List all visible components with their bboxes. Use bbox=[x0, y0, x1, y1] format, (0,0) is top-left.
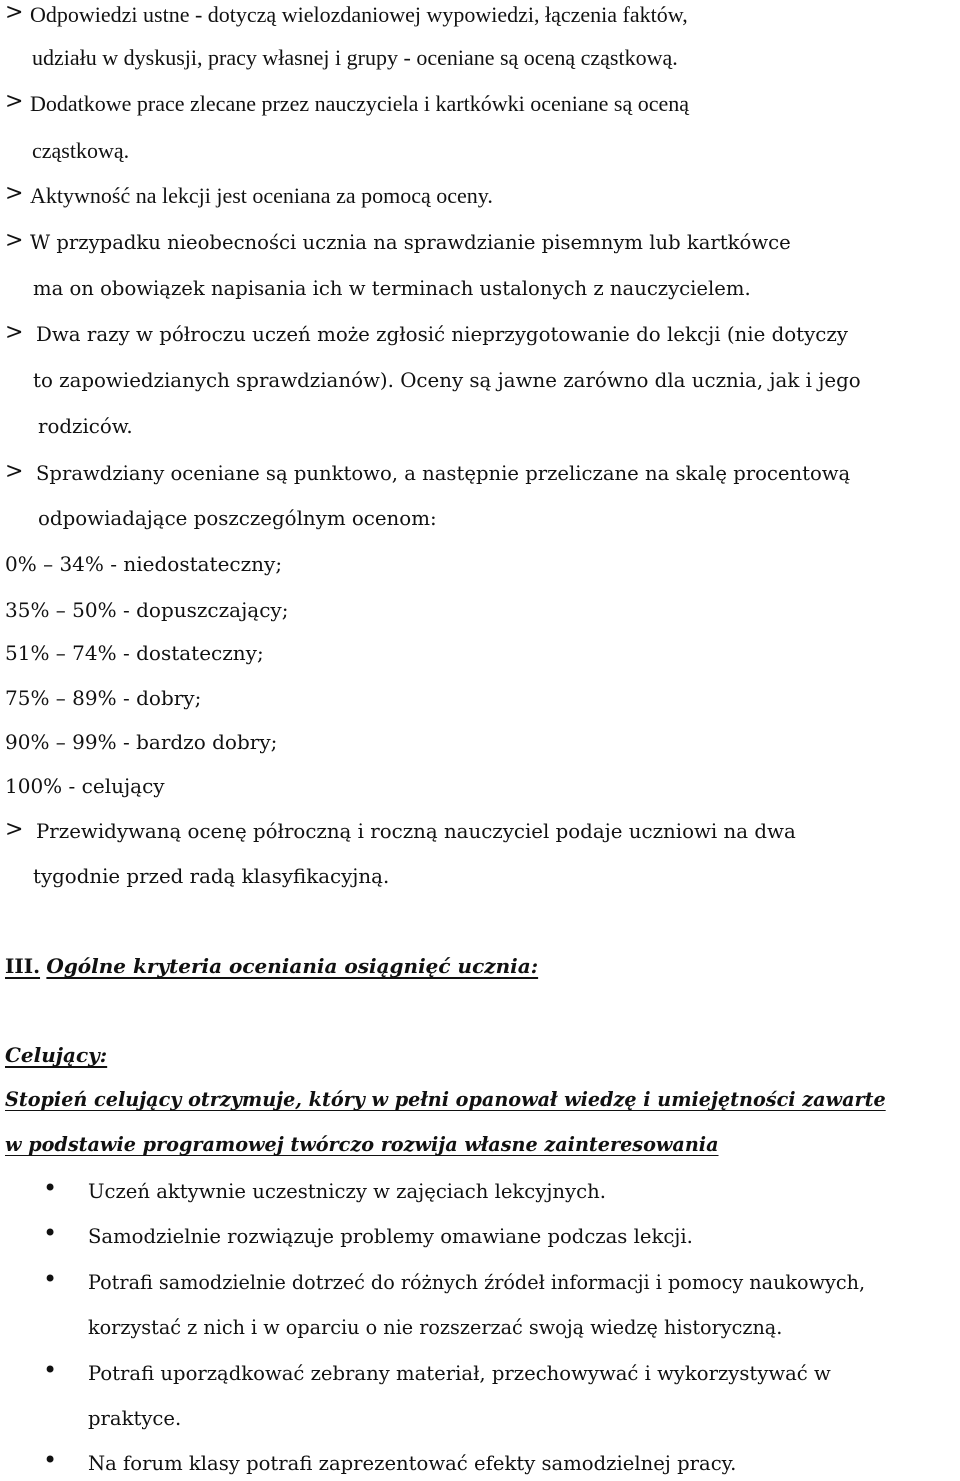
scale-line: 35% – 50% - dopuszczający; bbox=[5, 598, 289, 622]
grade-description-line: w podstawie programowej twórczo rozwija własne zainteresowania bbox=[5, 1133, 719, 1156]
criterion-line: Uczeń aktywnie uczestniczy w zajęciach lekcyjnych. bbox=[88, 1180, 606, 1203]
criterion-line: korzystać z nich i w oparciu o nie rozszerzać swoją wiedzę historyczną. bbox=[88, 1316, 783, 1339]
criterion-line: Samodzielnie rozwiązuje problemy omawiane podczas lekcji. bbox=[88, 1225, 693, 1248]
section-number: III. bbox=[5, 954, 41, 978]
scale-line: 51% – 74% - dostateczny; bbox=[5, 641, 264, 665]
grade-description-line: Stopień celujący otrzymuje, który w pełni opanował wiedzę i umiejętności zawarte bbox=[5, 1088, 886, 1111]
bullet-dot-icon: • bbox=[43, 1174, 58, 1202]
arrow-bullet-icon: > bbox=[5, 228, 24, 253]
scale-line: 100% - celujący bbox=[5, 774, 165, 798]
arrow-bullet-icon: > bbox=[5, 459, 24, 484]
criterion-line: Potrafi samodzielnie dotrzeć do różnych źródeł informacji i pomocy naukowych, bbox=[88, 1271, 866, 1294]
paragraph-line: Sprawdziany oceniane są punktowo, a następnie przeliczane na skalę procentową bbox=[36, 462, 851, 485]
scale-line: 90% – 99% - bardzo dobry; bbox=[5, 730, 278, 754]
arrow-bullet-icon: > bbox=[5, 0, 24, 25]
arrow-bullet-icon: > bbox=[5, 320, 24, 345]
paragraph-line: rodziców. bbox=[38, 415, 133, 438]
criterion-line: Na forum klasy potrafi zaprezentować efekty samodzielnej pracy. bbox=[88, 1452, 737, 1475]
paragraph-line: tygodnie przed radą klasyfikacyjną. bbox=[33, 865, 390, 888]
grade-heading: Celujący: bbox=[5, 1043, 108, 1067]
bullet-dot-icon: • bbox=[43, 1265, 58, 1293]
scale-line: 75% – 89% - dobry; bbox=[5, 686, 202, 710]
section-title: Ogólne kryteria oceniania osiągnięć ucznia: bbox=[46, 954, 539, 978]
paragraph-line: Aktywność na lekcji jest oceniana za pomocą oceny. bbox=[30, 183, 493, 208]
arrow-bullet-icon: > bbox=[5, 89, 24, 114]
paragraph-line: odpowiadające poszczególnym ocenom: bbox=[38, 507, 437, 530]
section-heading bbox=[5, 951, 538, 981]
paragraph-line: Odpowiedzi ustne - dotyczą wielozdaniowej wypowiedzi, łączenia faktów, bbox=[30, 2, 688, 27]
bullet-dot-icon: • bbox=[43, 1446, 58, 1474]
bullet-dot-icon: • bbox=[43, 1219, 58, 1247]
arrow-bullet-icon: > bbox=[5, 817, 24, 842]
paragraph-line: to zapowiedzianych sprawdzianów). Oceny są jawne zarówno dla ucznia, jak i jego bbox=[33, 369, 861, 392]
paragraph-line: Przewidywaną ocenę półroczną i roczną nauczyciel podaje uczniowi na dwa bbox=[36, 820, 796, 843]
paragraph-line: ma on obowiązek napisania ich w terminach ustalonych z nauczycielem. bbox=[33, 277, 751, 300]
paragraph-line: Dodatkowe prace zlecane przez nauczyciela i kartkówki oceniane są oceną bbox=[30, 91, 690, 116]
criterion-line: praktyce. bbox=[88, 1407, 182, 1430]
paragraph-line: udziału w dyskusji, pracy własnej i grupy - oceniane są oceną cząstkową. bbox=[32, 45, 678, 70]
paragraph-line: W przypadku nieobecności ucznia na sprawdzianie pisemnym lub kartkówce bbox=[30, 231, 791, 254]
paragraph-line: Dwa razy w półroczu uczeń może zgłosić nieprzygotowanie do lekcji (nie dotyczy bbox=[36, 323, 848, 346]
criterion-line: Potrafi uporządkować zebrany materiał, przechowywać i wykorzystywać w bbox=[88, 1362, 831, 1385]
paragraph-line: cząstkową. bbox=[32, 138, 130, 163]
scale-line: 0% – 34% - niedostateczny; bbox=[5, 552, 283, 576]
bullet-dot-icon: • bbox=[43, 1356, 58, 1384]
arrow-bullet-icon: > bbox=[5, 181, 24, 206]
